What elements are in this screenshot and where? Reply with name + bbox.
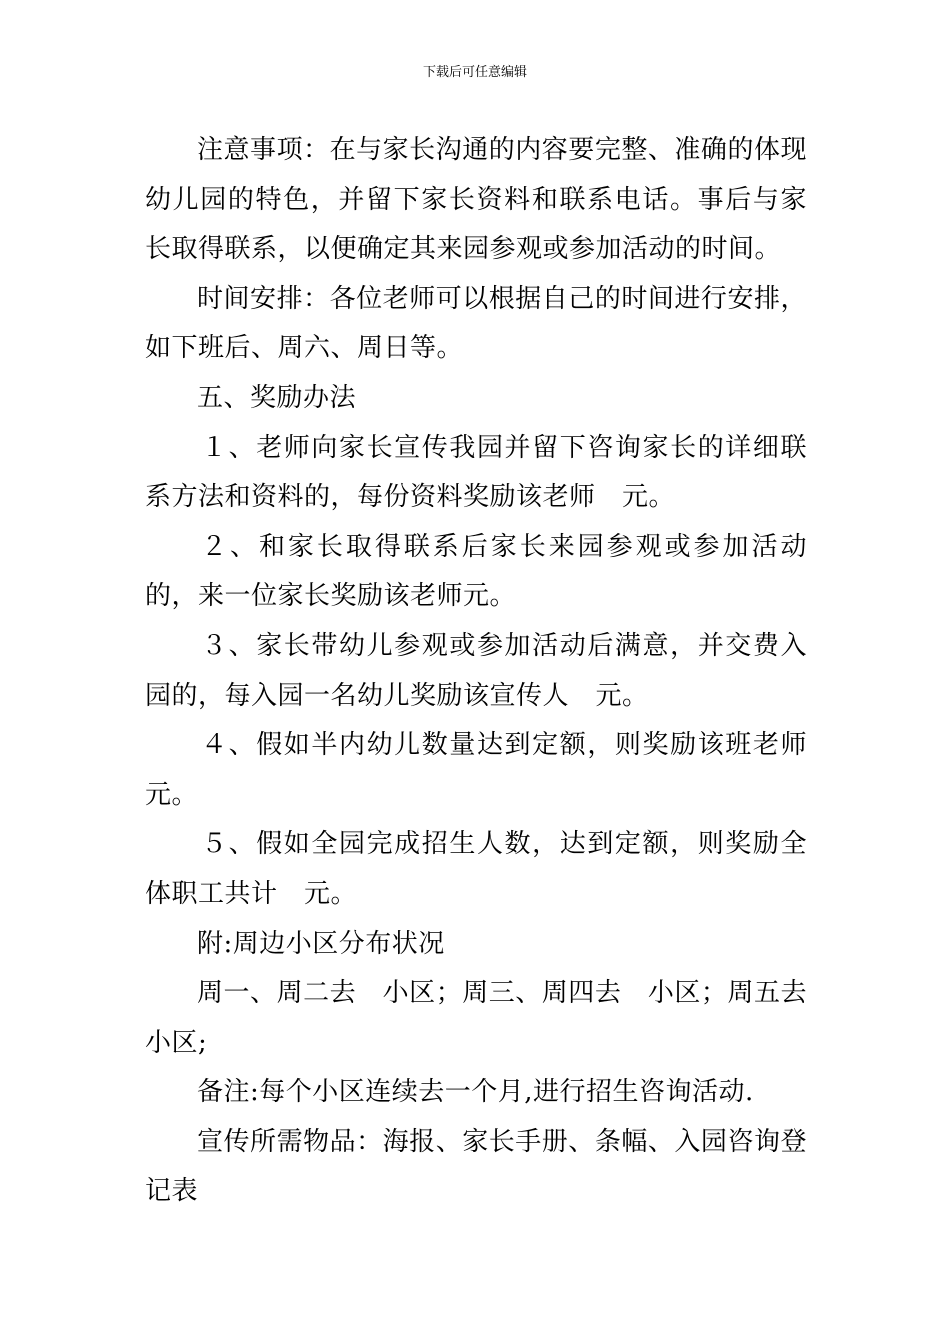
paragraph-notes: 注意事项：在与家长沟通的内容要完整、准确的体现幼儿园的特色，并留下家长资料和联系电话。事后与家长取得联系，以便确定其来园参观或参加活动的时间。	[145, 135, 807, 265]
section-heading-rewards: 五、奖励办法	[197, 382, 357, 413]
header-note: 下载后可任意编辑	[422, 65, 527, 80]
paragraph-weekly-plan: 周一、周二去 小区；周三、周四去 小区；周五去小区;	[145, 978, 807, 1058]
paragraph-schedule: 时间安排：各位老师可以根据自己的时间进行安排，如下班后、周六、周日等。	[145, 283, 807, 364]
paragraph-materials: 宣传所需物品：海报、家长手册、条幅、入园咨询登记表	[145, 1126, 807, 1207]
reward-item-5: ５、假如全园完成招生人数，达到定额，则奖励全体职工共计 元。	[145, 829, 807, 909]
paragraph-remark: 备注:每个小区连续去一个月,进行招生咨询活动.	[197, 1077, 754, 1108]
reward-item-2: ２、和家长取得联系后家长来园参观或参加活动的，来一位家长奖励该老师元。	[145, 531, 807, 612]
document-body	[145, 126, 807, 1217]
reward-item-3: ３、家长带幼儿参观或参加活动后满意，并交费入园的，每入园一名幼儿奖励该宣传人 元。	[145, 630, 807, 711]
appendix-heading: 附:周边小区分布状况	[197, 928, 445, 959]
reward-item-4: ４、假如半内幼儿数量达到定额，则奖励该班老师元。	[145, 730, 807, 810]
reward-item-1: １、老师向家长宣传我园并留下咨询家长的详细联系方法和资料的，每份资料奖励该老师 元。	[145, 432, 807, 513]
